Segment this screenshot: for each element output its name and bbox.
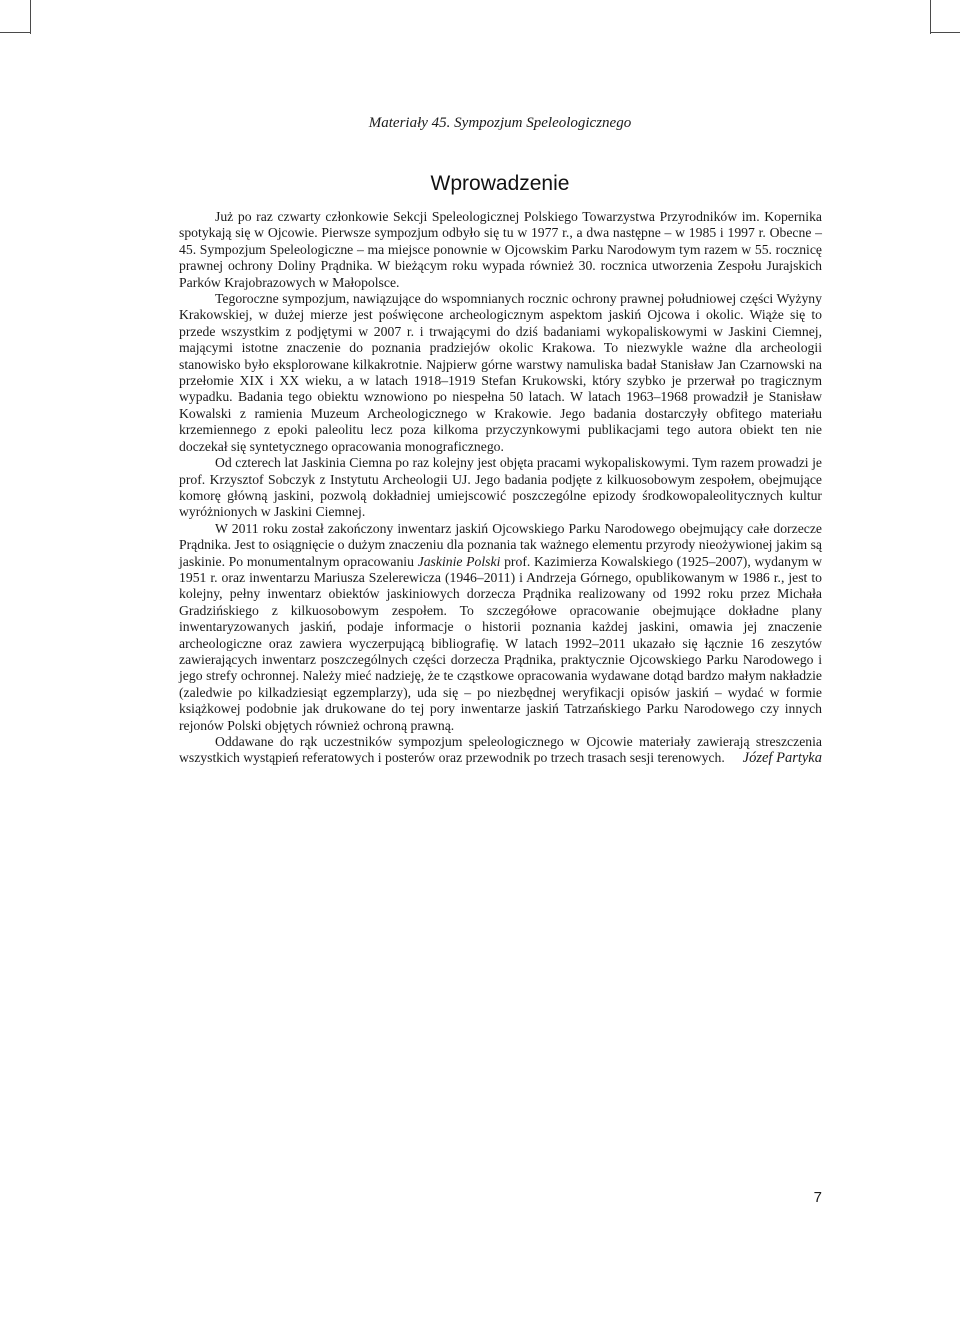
crop-mark-top-left-horizontal	[0, 32, 30, 33]
page-number: 7	[813, 1189, 822, 1206]
paragraph-1: Już po raz czwarty członkowie Sekcji Speleologicznej Polskiego Towarzystwa Przyrodników im. Kopernika spotykają się w Ojcowie. Pierwsze sympozjum odbyło się tu w 1977 r., a dwa następne – w 1985 i 1997 r. Obecne – 45. Sympozjum Speleologiczne – ma miejsce ponownie w Ojcowskim Parku Narodowym tym razem w 55. rocznicę prawnej ochrony Doliny Prądnika. W bieżącym roku wypada również 30. rocznica utworzenia Zespołu Jurajskich Parków Krajobrazowych w Małopolsce.	[179, 209, 822, 290]
book-title-jaskinie-polski: Jaskinie Polski	[417, 553, 501, 569]
paragraph-4-before: W 2011 roku został zakończony inwentarz jaskiń Ojcowskiego Parku Narodowego obejmujący całe dorzecze Prądnika. Jest to osiągnięcie o dużym znaczeniu dla poznania tak ważnego elementu przyrody nieożywionej jakim są jaskinie. Po monumentalnym opracowaniu	[179, 520, 822, 569]
crop-mark-top-right-vertical	[930, 0, 931, 34]
paragraph-4-after: prof. Kazimierza Kowalskiego (1925–2007), wydanym w 1951 r. oraz inwentarzu Mariusza Szelerewicza (1946–2011) i Andrzeja Górnego, opublikowanym w 1986 r., jest to kolejny, pełny inwentarz obiektów jaskiniowych dorzecza Prądnika realizowany od 1992 roku przez Michała Gradzińskiego z kilkuosobowym zespołem. To szczegółowe opracowanie obejmujące dokładne plany inwentaryzowanych jaskiń, podaje informacje o historii poznania każdej jaskini, omawia jej znaczenie archeologiczne oraz zawiera wyczerpującą bibliografię. W latach 1992–2011 ukazało się łącznie 16 zeszytów zawierających inwentarz poszczególnych części dorzecza Prądnika, praktycznie Ojcowskiego Parku Narodowego i jego strefy ochronnej. Należy mieć nadzieję, że te cząstkowe opracowania wydawane dotąd bardzo małym nakładzie (zaledwie po kilkadziesiąt egzemplarzy), uda się – po niezbędnej weryfikacji opisów jaskiń – wydać w formie książkowej podobnie jak drukowane do tej pory inwentarze jaskiń Tatrzańskiego Parku Narodowego czy innych rejonów Polski objętych również ochroną prawną.	[179, 553, 823, 733]
paragraph-4	[179, 521, 822, 734]
paragraph-2: Tegoroczne sympozjum, nawiązujące do wspomnianych rocznic ochrony prawnej południowej części Wyżyny Krakowskiej, w dużej mierze jest poświęcone archeologicznym aspektom jaskiń Ojcowa i okolic. Wiąże się to przede wszystkim z podjętymi w 2007 r. i trwającymi do dziś badaniami wykopaliskowymi w Jaskini Ciemnej, mającymi istotne znaczenie do poznania pradziejów okolic Krakowa. To niezwykle ważne dla archeologii stanowisko było eksplorowane kilkakrotnie. Najpierw górne warstwy namuliska badał Stanisław Jan Czarnowski na przełomie XIX i XX wieku, a w latach 1918–1919 Stefan Krukowski, który szybko je przerwał po tragicznym wypadku. Badania tego obiektu wznowiono po niespełna 50 latach. W latach 1963–1968 prowadził je Stanisław Kowalski z ramienia Muzeum Archeologicznego w Krakowie. Jego badania dostarczyły obfitego materiału krzemiennego z epoki paleolitu lecz poza kilkoma przyczynkowymi publikacjami tego autora obiekt ten nie doczekał się syntetycznego opracowania monograficznego.	[179, 291, 822, 454]
author-signature: Józef Partyka	[742, 750, 822, 766]
article-body	[179, 209, 822, 767]
paragraph-5: Oddawane do rąk uczestników sympozjum speleologicznego w Ojcowie materiały zawierają streszczenia wszystkich wystąpień referatowych i posterów oraz przewodnik po trzech trasach sesji terenowych.	[179, 734, 822, 766]
running-header: Materiały 45. Sympozjum Speleologicznego	[368, 115, 632, 131]
crop-mark-top-left-vertical	[30, 0, 31, 34]
paragraph-3: Od czterech lat Jaskinia Ciemna po raz kolejny jest objęta pracami wykopaliskowymi. Tym razem prowadzi je prof. Krzysztof Sobczyk z Instytutu Archeologii UJ. Jego badania podjęte z kilkuosobowym zespołem, obejmujące komorę główną jaskini, pozwolą dokładniej umiejscowić poszczególne epizody środkowopaleolitycznych kultur wyróżnionych w Jaskini Ciemnej.	[179, 455, 822, 520]
crop-mark-top-right-horizontal	[930, 32, 960, 33]
article-title: Wprowadzenie	[430, 172, 570, 195]
